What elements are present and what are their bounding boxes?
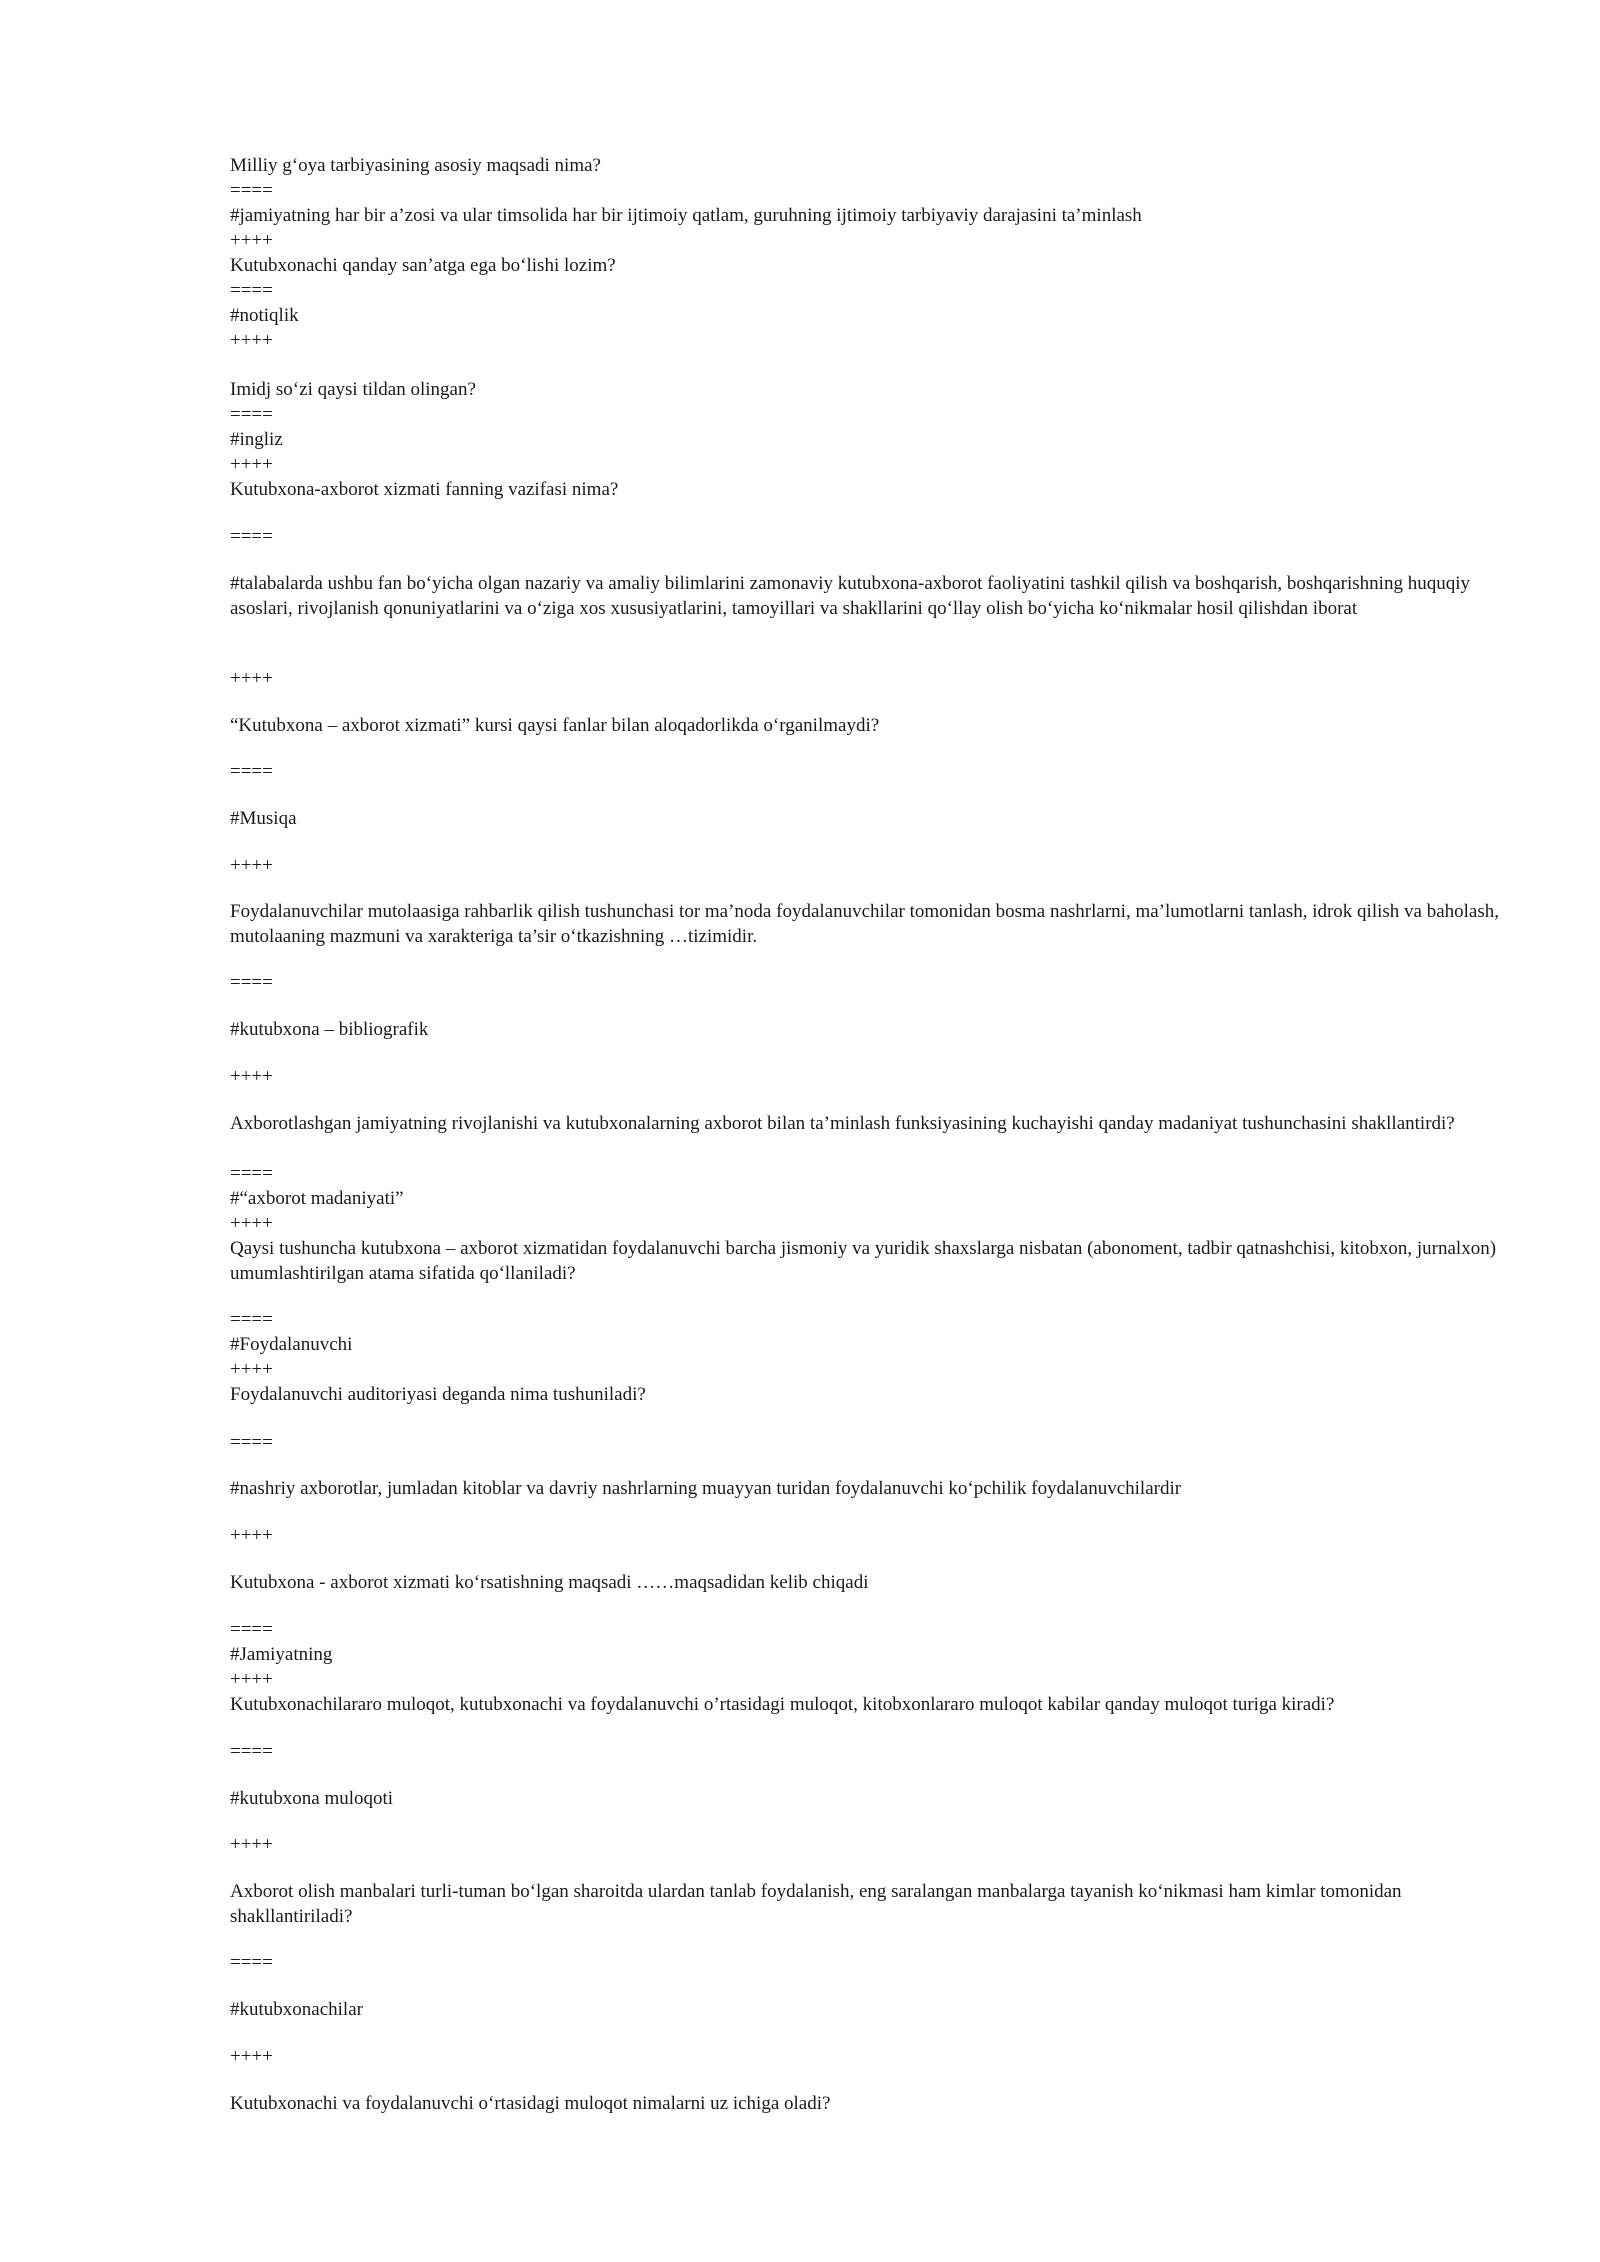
question-text: Kutubxona-axborot xizmati fanning vazifasi nima? bbox=[230, 479, 619, 500]
separator-equals: ==== bbox=[230, 180, 273, 201]
separator-plus: ++++ bbox=[230, 2046, 273, 2067]
answer-text: #Foydalanuvchi bbox=[230, 1334, 353, 1355]
separator-plus: ++++ bbox=[230, 230, 273, 251]
separator-plus: ++++ bbox=[230, 454, 273, 475]
question-text: Foydalanuvchilar mutolaasiga rahbarlik qilish tushunchasi tor ma’noda foydalanuvchilar tomonidan bosma nashrlarni, ma’lumotlarni tanlash, idrok qilish va baholash, mutolaaning mazmuni va xarakteriga ta’sir o‘tkazishning …tizimidir. bbox=[230, 901, 1500, 947]
separator-equals: ==== bbox=[230, 1432, 273, 1453]
answer-text: #Jamiyatning bbox=[230, 1644, 333, 1665]
question-text: “Kutubxona – axborot xizmati” kursi qaysi fanlar bilan aloqadorlikda o‘rganilmaydi? bbox=[230, 715, 880, 736]
separator-equals: ==== bbox=[230, 280, 273, 301]
separator-equals: ==== bbox=[230, 1952, 273, 1973]
answer-text: #kutubxona muloqoti bbox=[230, 1788, 394, 1809]
question-text: Foydalanuvchi auditoriyasi deganda nima tushuniladi? bbox=[230, 1384, 646, 1405]
separator-plus: ++++ bbox=[230, 1066, 273, 1087]
answer-text: #nashriy axborotlar, jumladan kitoblar va davriy nashrlarning muayyan turidan foydalanuvchi ko‘pchilik foydalanuvchilardir bbox=[230, 1478, 1182, 1499]
separator-plus: ++++ bbox=[230, 1525, 273, 1546]
answer-text: #“axborot madaniyati” bbox=[230, 1188, 404, 1209]
separator-plus: ++++ bbox=[230, 330, 273, 351]
answer-text: #ingliz bbox=[230, 429, 283, 450]
separator-plus: ++++ bbox=[230, 1834, 273, 1855]
question-text: Qaysi tushuncha kutubxona – axborot xizmatidan foydalanuvchi barcha jismoniy va yuridik shaxslarga nisbatan (abonoment, tadbir qatnashchisi, kitobxon, jurnalxon) umumlashtirilgan atama sifatida qo‘llaniladi? bbox=[230, 1238, 1497, 1284]
separator-equals: ==== bbox=[230, 1619, 273, 1640]
separator-equals: ==== bbox=[230, 526, 273, 547]
question-text: Kutubxonachi qanday san’atga ega bo‘lishi lozim? bbox=[230, 255, 616, 276]
question-text: Kutubxonachilararo muloqot, kutubxonachi va foydalanuvchi o’rtasidagi muloqot, kitobxonlararo muloqot kabilar qanday muloqot turiga kiradi? bbox=[230, 1694, 1335, 1715]
separator-plus: ++++ bbox=[230, 668, 273, 689]
question-text: Kutubxona - axborot xizmati ko‘rsatishning maqsadi ……maqsadidan kelib chiqadi bbox=[230, 1572, 869, 1593]
answer-text: #talabalarda ushbu fan bo‘yicha olgan nazariy va amaliy bilimlarini zamonaviy kutubxona-axborot faoliyatini tashkil qilish va boshqarish, boshqarishning huquqiy asoslari, rivojlanish qonuniyatlarini va o‘ziga xos xususiyatlarini, tamoyillari va shakllarini qo‘llay olish bo‘yicha ko‘nikmalar hosil qilishdan iborat bbox=[230, 573, 1470, 619]
answer-text: #kutubxonachilar bbox=[230, 1999, 363, 2020]
question-text: Imidj so‘zi qaysi tildan olingan? bbox=[230, 379, 476, 400]
separator-equals: ==== bbox=[230, 761, 273, 782]
separator-equals: ==== bbox=[230, 972, 273, 993]
answer-text: #jamiyatning har bir a’zosi va ular timsolida har bir ijtimoiy qatlam, guruhning ijtimoiy tarbiyaviy darajasini ta’minlash bbox=[230, 205, 1142, 226]
separator-equals: ==== bbox=[230, 1163, 273, 1184]
separator-plus: ++++ bbox=[230, 1669, 273, 1690]
separator-equals: ==== bbox=[230, 404, 273, 425]
separator-plus: ++++ bbox=[230, 1359, 273, 1380]
separator-plus: ++++ bbox=[230, 1213, 273, 1234]
answer-text: #notiqlik bbox=[230, 305, 299, 326]
separator-equals: ==== bbox=[230, 1309, 273, 1330]
separator-plus: ++++ bbox=[230, 855, 273, 876]
answer-text: #Musiqa bbox=[230, 808, 297, 829]
answer-text: #kutubxona – bibliografik bbox=[230, 1019, 429, 1040]
question-text: Kutubxonachi va foydalanuvchi o‘rtasidagi muloqot nimalarni uz ichiga oladi? bbox=[230, 2093, 831, 2114]
question-text: Milliy g‘oya tarbiyasining asosiy maqsadi nima? bbox=[230, 155, 601, 176]
question-text: Axborot olish manbalari turli-tuman bo‘lgan sharoitda ulardan tanlab foydalanish, eng saralangan manbalarga tayanish ko‘nikmasi ham kimlar tomonidan shakllantiriladi? bbox=[230, 1881, 1402, 1927]
question-text: Axborotlashgan jamiyatning rivojlanishi va kutubxonalarning axborot bilan ta’minlash funksiyasining kuchayishi qanday madaniyat tushunchasini shakllantirdi? bbox=[230, 1113, 1455, 1134]
separator-equals: ==== bbox=[230, 1741, 273, 1762]
